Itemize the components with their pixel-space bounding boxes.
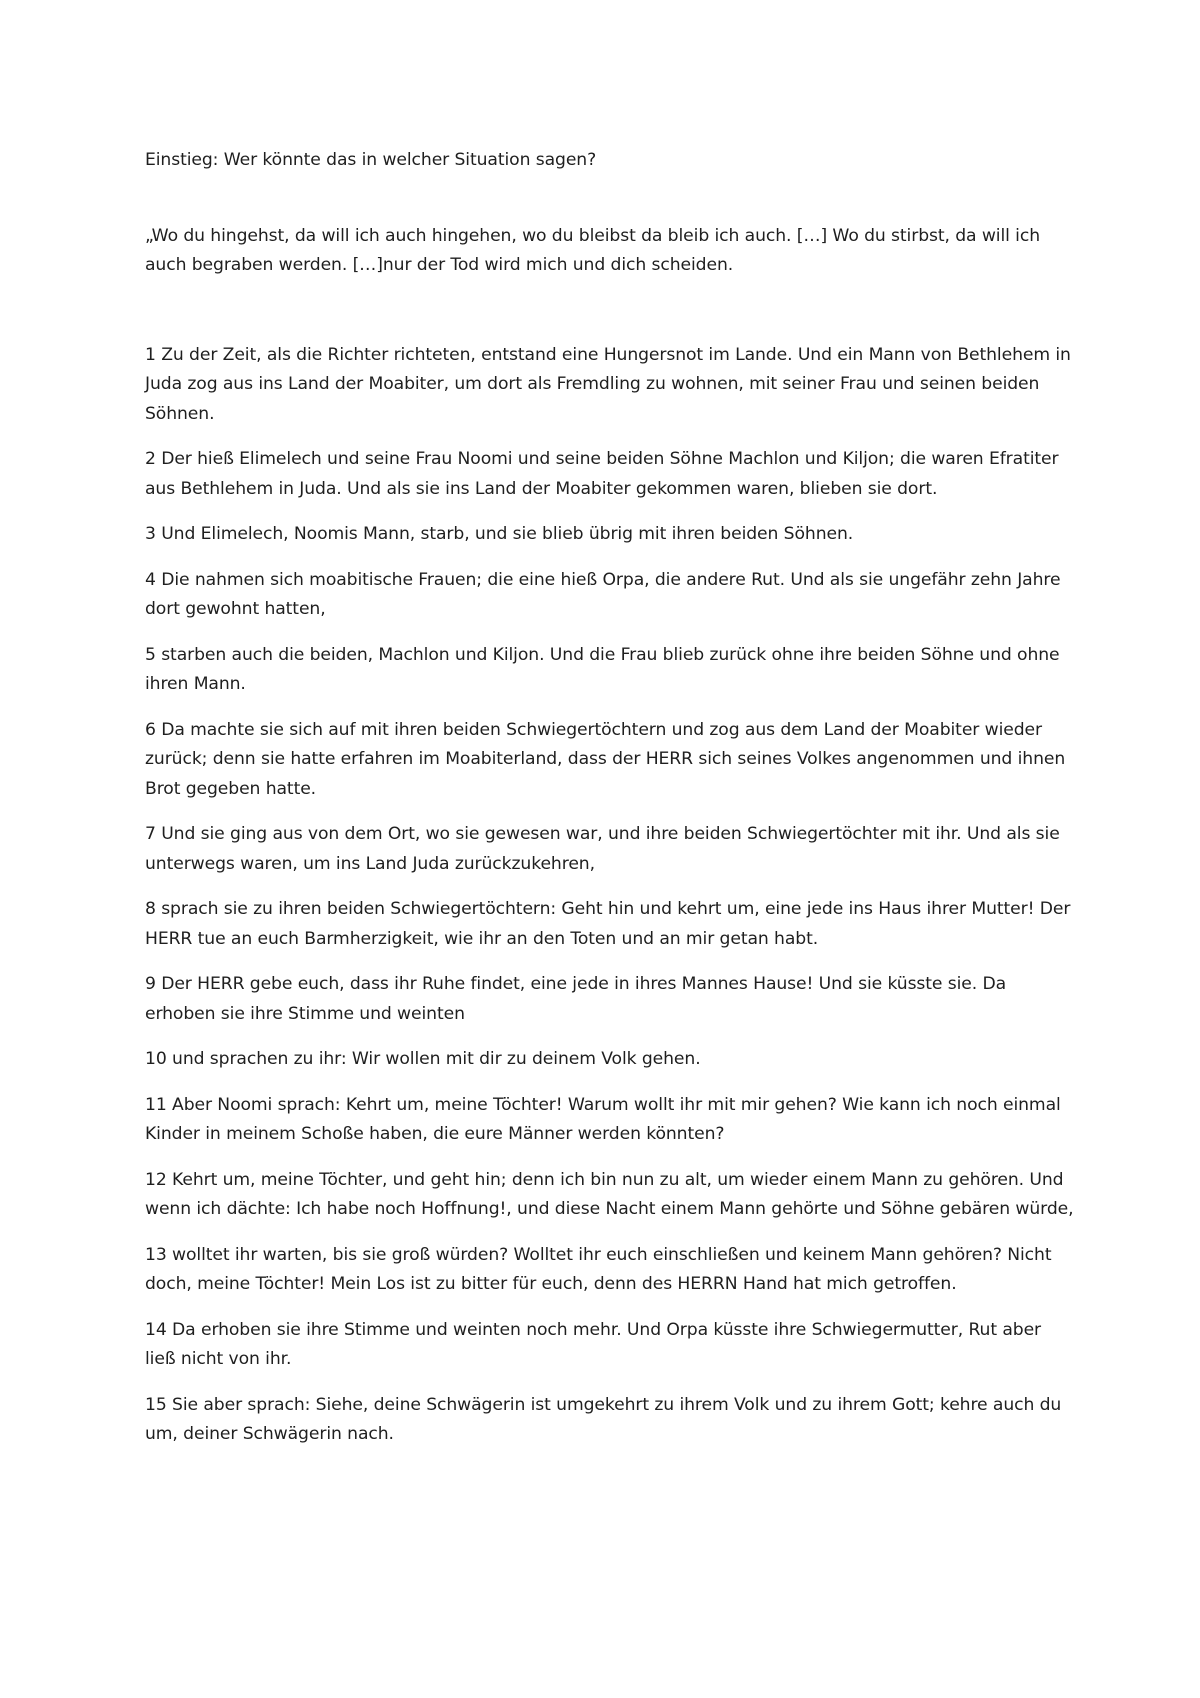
verse-13: 13 wolltet ihr warten, bis sie groß würden? Wolltet ihr euch einschließen und keinem Mann gehören? Nicht doch, meine Töchter! Mein Los ist zu bitter für euch, denn des HERRN Hand hat mich getroffen. — [145, 1244, 1052, 1294]
verse-list — [145, 341, 1076, 1450]
intro-question: Einstieg: Wer könnte das in welcher Situation sagen? — [145, 150, 597, 170]
verse-6: 6 Da machte sie sich auf mit ihren beiden Schwiegertöchtern und zog aus dem Land der Moabiter wieder zurück; denn sie hatte erfahren im Moabiterland, dass der HERR sich seines Volkes angenommen und ihnen Brot gegeben hatte. — [145, 719, 1066, 799]
verse-3: 3 Und Elimelech, Noomis Mann, starb, und sie blieb übrig mit ihren beiden Söhnen. — [145, 524, 854, 544]
verse-10: 10 und sprachen zu ihr: Wir wollen mit dir zu deinem Volk gehen. — [145, 1049, 701, 1069]
verse-11: 11 Aber Noomi sprach: Kehrt um, meine Töchter! Warum wollt ihr mit mir gehen? Wie kann ich noch einmal Kinder in meinem Schoße haben, die eure Männer werden könnten? — [145, 1094, 1061, 1144]
verse-5: 5 starben auch die beiden, Machlon und Kiljon. Und die Frau blieb zurück ohne ihre beiden Söhne und ohne ihren Mann. — [145, 644, 1060, 694]
verse-8: 8 sprach sie zu ihren beiden Schwiegertöchtern: Geht hin und kehrt um, eine jede ins Haus ihrer Mutter! Der HERR tue an euch Barmherzigkeit, wie ihr an den Toten und an mir getan habt. — [145, 899, 1071, 949]
verse-1: 1 Zu der Zeit, als die Richter richteten, entstand eine Hungersnot im Lande. Und ein Mann von Bethlehem in Juda zog aus ins Land der Moabiter, um dort als Fremdling zu wohnen, mit seiner Frau und seinen beiden Söhnen. — [145, 344, 1071, 424]
verse-7: 7 Und sie ging aus von dem Ort, wo sie gewesen war, und ihre beiden Schwiegertöchter mit ihr. Und als sie unterwegs waren, um ins Land Juda zurückzukehren, — [145, 824, 1060, 874]
quote-paragraph: „Wo du hingehst, da will ich auch hingehen, wo du bleibst da bleib ich auch. […] Wo du stirbst, da will ich auch begraben werden. […]nur der Tod wird mich und dich scheiden. — [145, 225, 1040, 275]
verse-9: 9 Der HERR gebe euch, dass ihr Ruhe findet, eine jede in ihres Mannes Hause! Und sie küsste sie. Da erhoben sie ihre Stimme und weinten — [145, 974, 1007, 1024]
verse-14: 14 Da erhoben sie ihre Stimme und weinten noch mehr. Und Orpa küsste ihre Schwiegermutter, Rut aber ließ nicht von ihr. — [145, 1319, 1042, 1369]
verse-4: 4 Die nahmen sich moabitische Frauen; die eine hieß Orpa, die andere Rut. Und als sie ungefähr zehn Jahre dort gewohnt hatten, — [145, 569, 1061, 619]
verse-12: 12 Kehrt um, meine Töchter, und geht hin; denn ich bin nun zu alt, um wieder einem Mann zu gehören. Und wenn ich dächte: Ich habe noch Hoffnung!, und diese Nacht einem Mann gehörte und Söhne gebären würde, — [145, 1169, 1074, 1219]
verse-2: 2 Der hieß Elimelech und seine Frau Noomi und seine beiden Söhne Machlon und Kiljon; die waren Efratiter aus Bethlehem in Juda. Und als sie ins Land der Moabiter gekommen waren, blieben sie dort. — [145, 449, 1059, 499]
verse-15: 15 Sie aber sprach: Siehe, deine Schwägerin ist umgekehrt zu ihrem Volk und zu ihrem Gott; kehre auch du um, deiner Schwägerin nach. — [145, 1394, 1062, 1444]
